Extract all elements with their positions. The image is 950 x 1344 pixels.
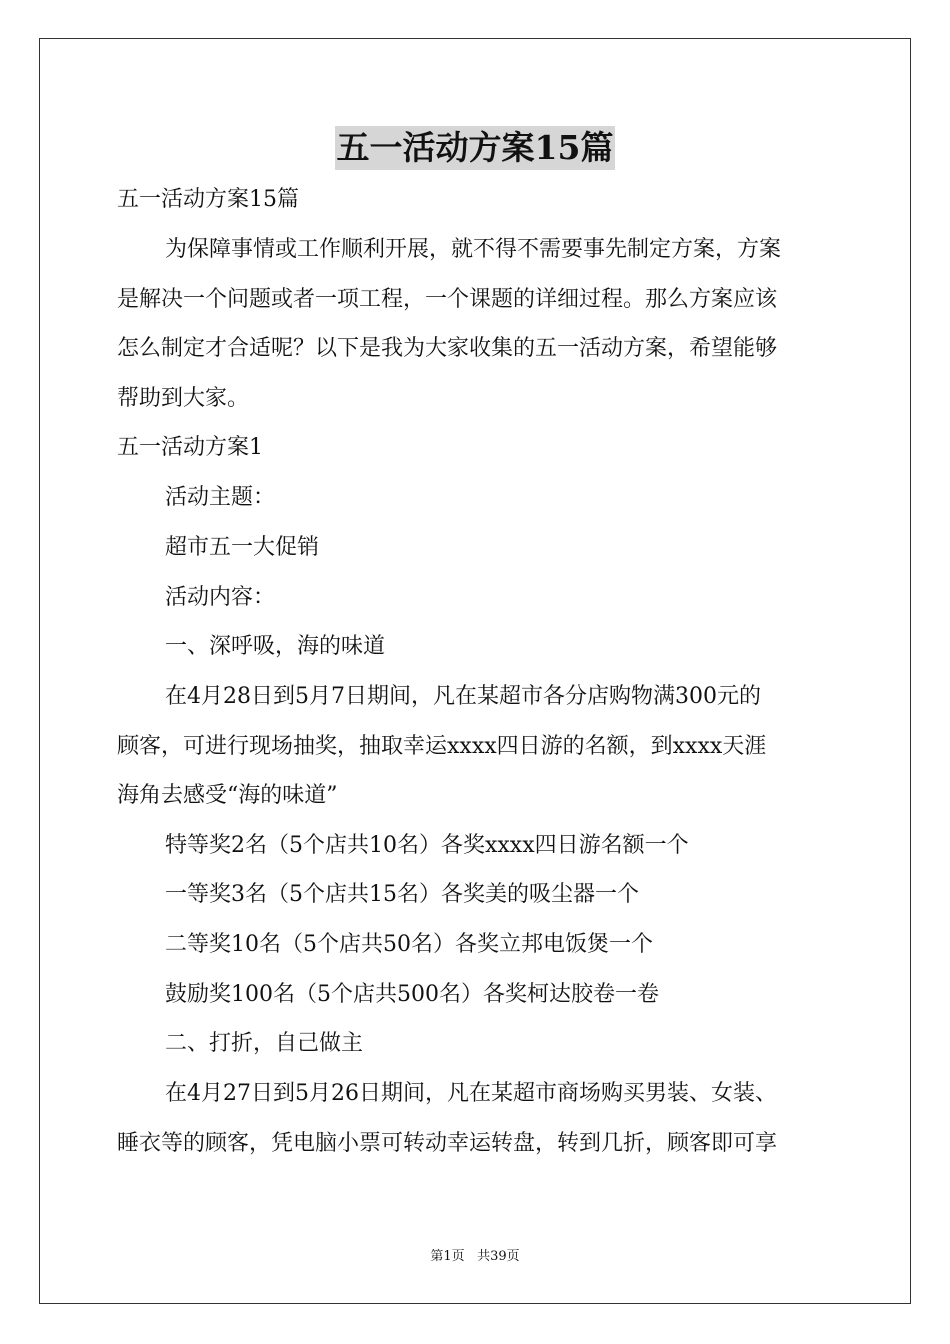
document-title: 五一活动方案15篇	[335, 126, 616, 170]
paragraph-line: 特等奖2名（5个店共10名）各奖xxxx四日游名额一个	[165, 833, 689, 858]
section-heading: 五一活动方案1	[117, 435, 263, 460]
paragraph-line: 是解决一个问题或者一项工程，一个课题的详细过程。那么方案应该	[117, 287, 778, 312]
paragraph-line: 睡衣等的顾客，凭电脑小票可转动幸运转盘，转到几折，顾客即可享	[117, 1131, 778, 1156]
paragraph-line: 二等奖10名（5个店共50名）各奖立邦电饭煲一个	[165, 932, 653, 957]
paragraph-line: 帮助到大家。	[117, 386, 250, 411]
page-number: 第1页	[430, 1249, 465, 1264]
paragraph-line: 为保障事情或工作顺利开展，就不得不需要事先制定方案，方案	[165, 237, 782, 262]
paragraph-line: 顾客，可进行现场抽奖，抽取幸运xxxx四日游的名额，到xxxx天涯	[117, 734, 767, 759]
paragraph-line: 一等奖3名（5个店共15名）各奖美的吸尘器一个	[165, 882, 639, 907]
paragraph-line: 鼓励奖100名（5个店共500名）各奖柯达胶卷一卷	[165, 982, 659, 1007]
paragraph-line: 怎么制定才合适呢？以下是我为大家收集的五一活动方案，希望能够	[117, 336, 778, 361]
paragraph-line: 超市五一大促销	[165, 535, 320, 560]
page-total: 共39页	[477, 1249, 520, 1264]
page-border	[39, 38, 911, 1304]
title-wrap	[0, 126, 950, 170]
paragraph-line: 海角去感受“海的味道”	[117, 783, 338, 808]
paragraph-line: 二、打折，自己做主	[165, 1031, 364, 1056]
paragraph-line: 一、深呼吸，海的味道	[165, 634, 386, 659]
page-footer	[0, 1248, 950, 1266]
paragraph-line: 活动内容：	[165, 585, 276, 610]
subtitle-line: 五一活动方案15篇	[117, 187, 299, 212]
paragraph-line: 活动主题：	[165, 485, 276, 510]
paragraph-line: 在4月28日到5月7日期间，凡在某超市各分店购物满300元的	[165, 684, 761, 709]
paragraph-line: 在4月27日到5月26日期间，凡在某超市商场购买男装、女装、	[165, 1081, 777, 1106]
